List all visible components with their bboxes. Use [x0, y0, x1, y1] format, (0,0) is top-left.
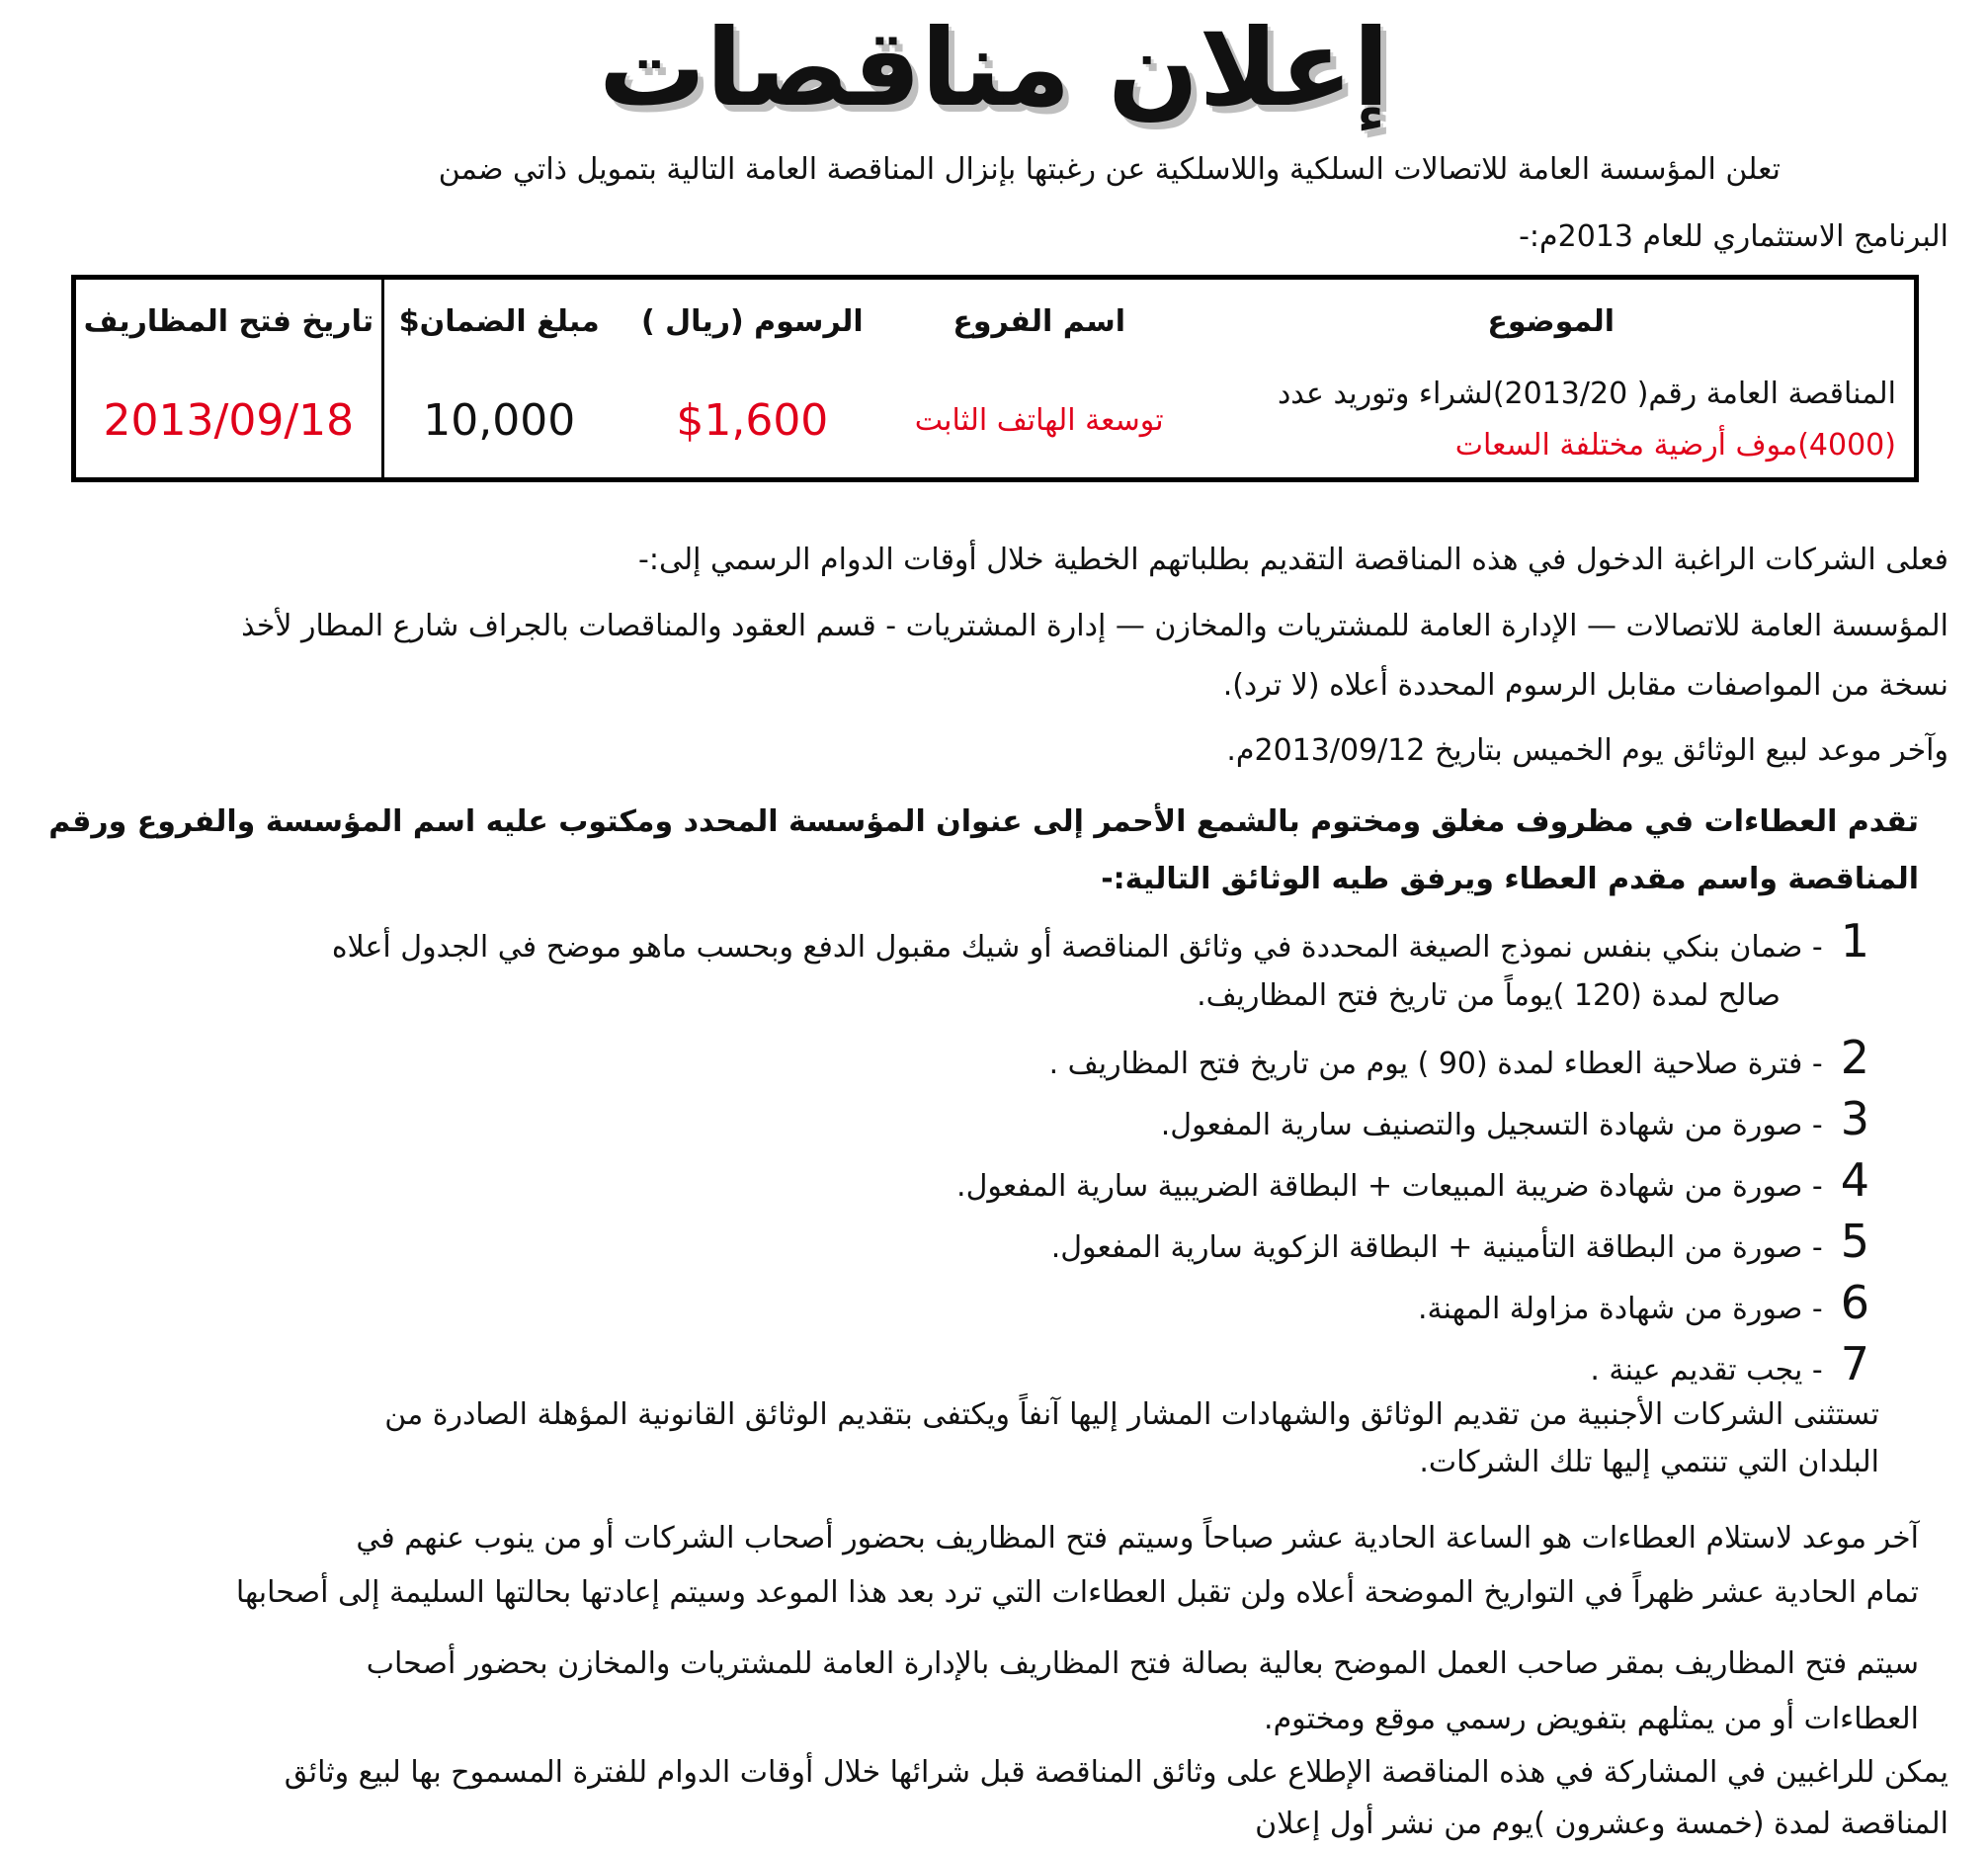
cell-branch: توسعة الهاتف الثابت	[914, 402, 1164, 438]
intro-line-1: تعلن المؤسسة العامة للاتصالات السلكية واللاسلكية عن رغبتها بإنزال المناقصة العامة التالية بتمويل ذاتي ضمن	[438, 152, 1781, 187]
body-paragraph-2-line-1: المؤسسة العامة للاتصالات — الإدارة العامة للمشتريات والمخازن — إدارة المشتريات - قسم العقود والمناقصات بالجراف شارع المطار لأخذ	[241, 609, 1948, 643]
item-text: - ضمان بنكي بنفس نموذج الصيغة المحددة في وثائق المناقصة أو شيك مقبول الدفع وبحسب ماهو موضح في الجدول أعلاه	[331, 930, 1823, 965]
item-number: 4	[1840, 1153, 1869, 1207]
cell-fees: $1,600	[676, 394, 829, 446]
item-text: - صورة من شهادة ضريبة المبيعات + البطاقة الضريبية سارية المفعول.	[956, 1169, 1823, 1204]
footer-paragraph-3-line-1: سيتم فتح المظاريف بمقر صاحب العمل الموضح بعالية بصالة فتح المظاريف بالإدارة العامة للمشتريات والمخازن بحضور أصحاب	[366, 1646, 1919, 1681]
list-item	[956, 1153, 1869, 1209]
page-title: إعلان مناقصات	[598, 7, 1390, 130]
list-item	[1590, 1337, 1869, 1392]
cell-opening-date: 2013/09/18	[103, 394, 355, 446]
item-text: - صورة من شهادة مزاولة المهنة.	[1417, 1292, 1823, 1326]
subject-line-2: (4000)موف أرضية مختلفة السعات	[1454, 428, 1896, 462]
tender-table	[71, 275, 1919, 482]
cell-subject	[1188, 363, 1916, 480]
item-text: - فترة صلاحية العطاء لمدة (90 ) يوم من تاريخ فتح المظاريف .	[1048, 1047, 1823, 1081]
footer-paragraph-1-line-1: تستثنى الشركات الأجنبية من تقديم الوثائق والشهادات المشار إليها آنفاً ويكتفى بتقديم الوثائق القانونية المؤهلة الصادرة من	[384, 1397, 1879, 1432]
footer-paragraph-4-line-1: يمكن للراغبين في المشاركة في هذه المناقصة الإطلاع على وثائق المناقصة قبل شرائها خلال أوقات الدوام للفترة المسموح بها لبيع وثائق	[284, 1755, 1948, 1790]
item-number: 7	[1840, 1337, 1869, 1390]
item-number: 1	[1840, 914, 1869, 967]
table-header-row	[74, 278, 1917, 364]
item-text: - صورة من البطاقة التأمينية + البطاقة الزكوية سارية المفعول.	[1050, 1230, 1823, 1265]
body-paragraph-4-line-2: المناقصة واسم مقدم العطاء ويرفق طيه الوثائق التالية:-	[1101, 862, 1919, 896]
list-item	[1160, 1092, 1869, 1147]
header-guarantee: مبلغ الضمان$	[382, 278, 615, 364]
footer-paragraph-2-line-1: آخر موعد لاستلام العطاءات هو الساعة الحادية عشر صباحاً وسيتم فتح المظاريف بحضور أصحاب الشركات أو من ينوب عنهم في	[356, 1521, 1919, 1556]
list-item	[1050, 1215, 1869, 1270]
subject-line-1: المناقصة العامة رقم( 2013/20)لشراء وتوريد عدد	[1277, 377, 1896, 411]
header-subject: الموضوع	[1487, 303, 1615, 339]
item-number: 3	[1840, 1092, 1869, 1145]
body-paragraph-2-line-2: نسخة من المواصفات مقابل الرسوم المحددة أعلاه (لا ترد).	[1222, 668, 1948, 703]
body-paragraph-4-line-1: تقدم العطاءات في مظروف مغلق ومختوم بالشمع الأحمر إلى عنوان المؤسسة المحدد ومكتوب عليه اسم المؤسسة والفروع ورقم	[48, 804, 1919, 839]
item-text: - يجب تقديم عينة .	[1590, 1353, 1823, 1388]
list-item	[1417, 1276, 1869, 1331]
header-branch: اسم الفروع	[953, 303, 1126, 339]
footer-paragraph-3-line-2: العطاءات أو من يمثلهم بتفويض رسمي موقع ومختوم.	[1264, 1702, 1919, 1736]
item-number: 2	[1840, 1031, 1869, 1084]
intro-line-2: البرنامج الاستثماري للعام 2013م:-	[1519, 219, 1948, 254]
item-number: 6	[1840, 1276, 1869, 1329]
table-row	[74, 363, 1917, 480]
footer-paragraph-2-line-2: تمام الحادية عشر ظهراً في التواريخ الموضحة أعلاه ولن تقبل العطاءات التي ترد بعد هذا الموعد وسيتم إعادتها بحالتها السليمة إلى أصحابها	[235, 1575, 1919, 1610]
list-item	[1048, 1031, 1869, 1086]
footer-paragraph-4-line-2: المناقصة لمدة (خمسة وعشرون )يوم من نشر أول إعلان	[1255, 1807, 1948, 1841]
body-paragraph-3: وآخر موعد لبيع الوثائق يوم الخميس بتاريخ 2013/09/12م.	[1226, 733, 1948, 768]
item-text: - صورة من شهادة التسجيل والتصنيف سارية المفعول.	[1160, 1108, 1823, 1142]
body-paragraph-1: فعلى الشركات الراغبة الدخول في هذه المناقصة التقديم بطلباتهم الخطية خلال أوقات الدوام الرسمي إلى:-	[638, 543, 1948, 577]
footer-paragraph-1-line-2: البلدان التي تنتمي إليها تلك الشركات.	[1419, 1445, 1879, 1479]
cell-guarantee: 10,000	[382, 363, 615, 480]
header-fees: الرسوم (ريال )	[641, 303, 864, 339]
list-item	[331, 914, 1869, 969]
item-number: 5	[1840, 1215, 1869, 1268]
header-opening-date: تاريخ فتح المظاريف	[83, 303, 374, 339]
list-item-continuation: صالح لمدة (120 )يوماً من تاريخ فتح المظاريف.	[1197, 978, 1781, 1013]
